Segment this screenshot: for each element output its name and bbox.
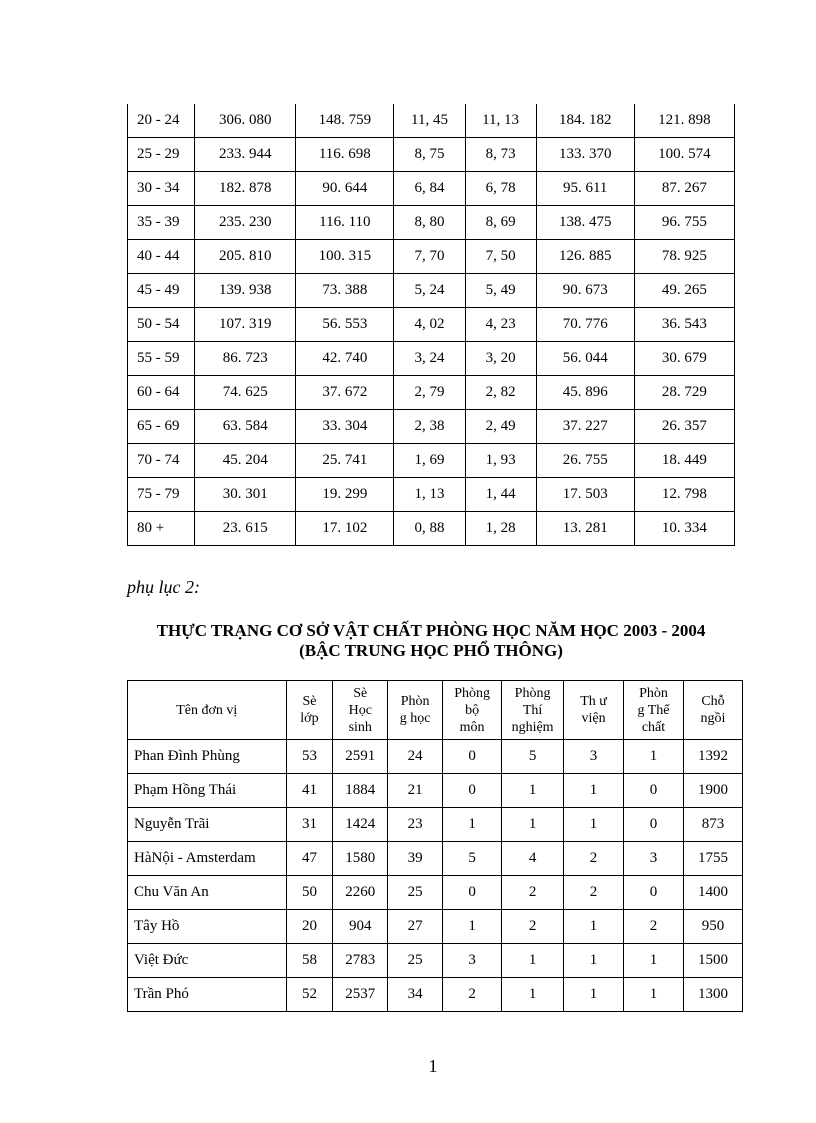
value-cell: 3, 24 [394, 342, 465, 376]
value-cell: 21 [388, 774, 443, 808]
value-cell: 1, 44 [465, 478, 536, 512]
value-cell: 2 [443, 978, 502, 1012]
value-cell: 1, 93 [465, 444, 536, 478]
value-cell: 7, 70 [394, 240, 465, 274]
value-cell: 0 [624, 876, 684, 910]
value-cell: 0 [624, 808, 684, 842]
header-line: Chỗ [701, 694, 725, 709]
age-group-cell: 30 - 34 [128, 172, 195, 206]
value-cell: 6, 78 [465, 172, 536, 206]
header-line: g học [399, 711, 431, 726]
value-cell: 5 [443, 842, 502, 876]
facilities-table [127, 680, 743, 1012]
value-cell: 24 [388, 740, 443, 774]
age-group-cell: 80 + [128, 512, 195, 546]
value-cell: 873 [684, 808, 743, 842]
header-line: Sè [302, 694, 317, 709]
value-cell: 306. 080 [195, 104, 296, 138]
value-cell: 139. 938 [195, 274, 296, 308]
value-cell: 2, 79 [394, 376, 465, 410]
value-cell: 90. 644 [296, 172, 394, 206]
table-row [128, 138, 735, 172]
age-group-cell: 25 - 29 [128, 138, 195, 172]
header-line: bộ [465, 702, 480, 718]
value-cell: 25 [388, 876, 443, 910]
value-cell: 1 [624, 944, 684, 978]
value-cell: 1 [564, 910, 624, 944]
value-cell: 3 [443, 944, 502, 978]
value-cell: 138. 475 [536, 206, 634, 240]
table-row [128, 444, 735, 478]
value-cell: 1 [502, 774, 564, 808]
table-row [128, 478, 735, 512]
value-cell: 4, 23 [465, 308, 536, 342]
header-line: lớp [300, 711, 319, 726]
appendix-label: phụ lục 2: [127, 577, 200, 597]
value-cell: 19. 299 [296, 478, 394, 512]
value-cell: 205. 810 [195, 240, 296, 274]
population-table [127, 104, 735, 546]
value-cell: 1 [502, 808, 564, 842]
value-cell: 1 [624, 978, 684, 1012]
value-cell: 20 [286, 910, 333, 944]
header-line: Tên đơn vị [176, 702, 238, 718]
age-group-cell: 40 - 44 [128, 240, 195, 274]
value-cell: 33. 304 [296, 410, 394, 444]
value-cell: 1 [502, 978, 564, 1012]
header-line: viện [581, 711, 606, 726]
value-cell: 11, 45 [394, 104, 465, 138]
value-cell: 0 [443, 774, 502, 808]
header-line: môn [459, 719, 485, 735]
value-cell: 90. 673 [536, 274, 634, 308]
value-cell: 2, 38 [394, 410, 465, 444]
value-cell: 25. 741 [296, 444, 394, 478]
value-cell: 5, 49 [465, 274, 536, 308]
age-group-cell: 55 - 59 [128, 342, 195, 376]
age-group-cell: 65 - 69 [128, 410, 195, 444]
value-cell: 233. 944 [195, 138, 296, 172]
header-line: ngồi [700, 711, 726, 726]
value-cell: 1580 [333, 842, 388, 876]
table-row [128, 410, 735, 444]
age-group-cell: 50 - 54 [128, 308, 195, 342]
age-group-cell: 70 - 74 [128, 444, 195, 478]
value-cell: 34 [388, 978, 443, 1012]
value-cell: 12. 798 [634, 478, 734, 512]
value-cell: 121. 898 [634, 104, 734, 138]
table-row [128, 808, 743, 842]
value-cell: 2, 82 [465, 376, 536, 410]
header-line: Sè [353, 685, 368, 701]
value-cell: 1 [564, 978, 624, 1012]
school-name-cell: Chu Văn An [128, 876, 287, 910]
value-cell: 2 [564, 876, 624, 910]
header-line: Học [348, 702, 372, 718]
value-cell: 30. 679 [634, 342, 734, 376]
value-cell: 1400 [684, 876, 743, 910]
table-title: THỰC TRẠNG CƠ SỞ VẬT CHẤT PHÒNG HỌC NĂM HỌC 2003 - 2004 [156, 621, 706, 640]
value-cell: 26. 755 [536, 444, 634, 478]
value-cell: 1 [564, 774, 624, 808]
table-row [128, 104, 735, 138]
table-row [128, 512, 735, 546]
column-header [624, 681, 684, 740]
value-cell: 63. 584 [195, 410, 296, 444]
table-row [128, 172, 735, 206]
column-header [443, 681, 502, 740]
value-cell: 23 [388, 808, 443, 842]
value-cell: 27 [388, 910, 443, 944]
value-cell: 5 [502, 740, 564, 774]
value-cell: 6, 84 [394, 172, 465, 206]
value-cell: 37. 672 [296, 376, 394, 410]
age-group-cell: 35 - 39 [128, 206, 195, 240]
value-cell: 11, 13 [465, 104, 536, 138]
value-cell: 8, 75 [394, 138, 465, 172]
value-cell: 2, 49 [465, 410, 536, 444]
value-cell: 70. 776 [536, 308, 634, 342]
value-cell: 3 [624, 842, 684, 876]
value-cell: 1 [502, 944, 564, 978]
value-cell: 950 [684, 910, 743, 944]
value-cell: 1, 28 [465, 512, 536, 546]
value-cell: 2 [502, 910, 564, 944]
table-row [128, 910, 743, 944]
value-cell: 2537 [333, 978, 388, 1012]
value-cell: 4 [502, 842, 564, 876]
value-cell: 107. 319 [195, 308, 296, 342]
value-cell: 1, 13 [394, 478, 465, 512]
value-cell: 1884 [333, 774, 388, 808]
value-cell: 13. 281 [536, 512, 634, 546]
value-cell: 1 [564, 808, 624, 842]
value-cell: 8, 73 [465, 138, 536, 172]
table-row [128, 240, 735, 274]
value-cell: 148. 759 [296, 104, 394, 138]
header-line: g Thể [637, 702, 670, 718]
value-cell: 2591 [333, 740, 388, 774]
header-line: Phòn [639, 685, 668, 701]
value-cell: 5, 24 [394, 274, 465, 308]
value-cell: 8, 80 [394, 206, 465, 240]
school-name-cell: HàNội - Amsterdam [128, 842, 287, 876]
value-cell: 2 [564, 842, 624, 876]
column-header [286, 681, 333, 740]
school-name-cell: Phan Đình Phùng [128, 740, 287, 774]
value-cell: 39 [388, 842, 443, 876]
value-cell: 1500 [684, 944, 743, 978]
value-cell: 133. 370 [536, 138, 634, 172]
value-cell: 3, 20 [465, 342, 536, 376]
value-cell: 126. 885 [536, 240, 634, 274]
value-cell: 0 [443, 740, 502, 774]
value-cell: 8, 69 [465, 206, 536, 240]
value-cell: 904 [333, 910, 388, 944]
value-cell: 31 [286, 808, 333, 842]
value-cell: 10. 334 [634, 512, 734, 546]
value-cell: 100. 315 [296, 240, 394, 274]
header-line: Th ư [580, 694, 607, 709]
header-line: sinh [348, 719, 372, 735]
value-cell: 1, 69 [394, 444, 465, 478]
column-header [333, 681, 388, 740]
value-cell: 1392 [684, 740, 743, 774]
table-row [128, 308, 735, 342]
value-cell: 96. 755 [634, 206, 734, 240]
value-cell: 95. 611 [536, 172, 634, 206]
value-cell: 53 [286, 740, 333, 774]
value-cell: 1 [443, 808, 502, 842]
value-cell: 37. 227 [536, 410, 634, 444]
value-cell: 2 [624, 910, 684, 944]
value-cell: 23. 615 [195, 512, 296, 546]
value-cell: 86. 723 [195, 342, 296, 376]
header-line: Phòng [454, 685, 490, 701]
value-cell: 3 [564, 740, 624, 774]
value-cell: 78. 925 [634, 240, 734, 274]
value-cell: 50 [286, 876, 333, 910]
header-line: Thí [522, 702, 543, 718]
column-header [128, 681, 287, 740]
value-cell: 1424 [333, 808, 388, 842]
value-cell: 116. 110 [296, 206, 394, 240]
value-cell: 7, 50 [465, 240, 536, 274]
school-name-cell: Trần Phó [128, 978, 287, 1012]
value-cell: 56. 044 [536, 342, 634, 376]
table-subtitle: (BẬC TRUNG HỌC PHỔ THÔNG) [299, 641, 563, 660]
value-cell: 1 [443, 910, 502, 944]
value-cell: 1 [624, 740, 684, 774]
value-cell: 235. 230 [195, 206, 296, 240]
table-row [128, 944, 743, 978]
school-name-cell: Nguyễn Trãi [128, 808, 287, 842]
value-cell: 0, 88 [394, 512, 465, 546]
value-cell: 42. 740 [296, 342, 394, 376]
value-cell: 87. 267 [634, 172, 734, 206]
value-cell: 116. 698 [296, 138, 394, 172]
value-cell: 58 [286, 944, 333, 978]
value-cell: 45. 896 [536, 376, 634, 410]
value-cell: 2 [502, 876, 564, 910]
value-cell: 28. 729 [634, 376, 734, 410]
school-name-cell: Việt Đức [128, 944, 287, 978]
table-row [128, 774, 743, 808]
table-row [128, 876, 743, 910]
header-line: nghiệm [511, 719, 554, 735]
value-cell: 41 [286, 774, 333, 808]
value-cell: 36. 543 [634, 308, 734, 342]
table-row [128, 842, 743, 876]
table-row [128, 740, 743, 774]
value-cell: 56. 553 [296, 308, 394, 342]
column-header [684, 681, 743, 740]
value-cell: 73. 388 [296, 274, 394, 308]
school-name-cell: Phạm Hồng Thái [128, 774, 287, 808]
age-group-cell: 75 - 79 [128, 478, 195, 512]
table-row [128, 206, 735, 240]
value-cell: 18. 449 [634, 444, 734, 478]
value-cell: 2260 [333, 876, 388, 910]
header-line: Phòn [400, 694, 430, 709]
header-line: chất [641, 719, 666, 735]
value-cell: 47 [286, 842, 333, 876]
value-cell: 1900 [684, 774, 743, 808]
value-cell: 182. 878 [195, 172, 296, 206]
value-cell: 26. 357 [634, 410, 734, 444]
age-group-cell: 45 - 49 [128, 274, 195, 308]
value-cell: 25 [388, 944, 443, 978]
value-cell: 1755 [684, 842, 743, 876]
value-cell: 17. 503 [536, 478, 634, 512]
value-cell: 4, 02 [394, 308, 465, 342]
age-group-cell: 60 - 64 [128, 376, 195, 410]
value-cell: 30. 301 [195, 478, 296, 512]
table-row [128, 376, 735, 410]
value-cell: 17. 102 [296, 512, 394, 546]
column-header [388, 681, 443, 740]
column-header [502, 681, 564, 740]
value-cell: 49. 265 [634, 274, 734, 308]
table-row [128, 274, 735, 308]
age-group-cell: 20 - 24 [128, 104, 195, 138]
value-cell: 74. 625 [195, 376, 296, 410]
header-line: Phòng [514, 685, 551, 701]
table-row [128, 978, 743, 1012]
value-cell: 0 [624, 774, 684, 808]
page-number: 1 [428, 1056, 438, 1076]
school-name-cell: Tây Hồ [128, 910, 287, 944]
value-cell: 100. 574 [634, 138, 734, 172]
value-cell: 2783 [333, 944, 388, 978]
value-cell: 1 [564, 944, 624, 978]
value-cell: 184. 182 [536, 104, 634, 138]
value-cell: 52 [286, 978, 333, 1012]
value-cell: 0 [443, 876, 502, 910]
value-cell: 45. 204 [195, 444, 296, 478]
value-cell: 1300 [684, 978, 743, 1012]
column-header [564, 681, 624, 740]
table-row [128, 342, 735, 376]
